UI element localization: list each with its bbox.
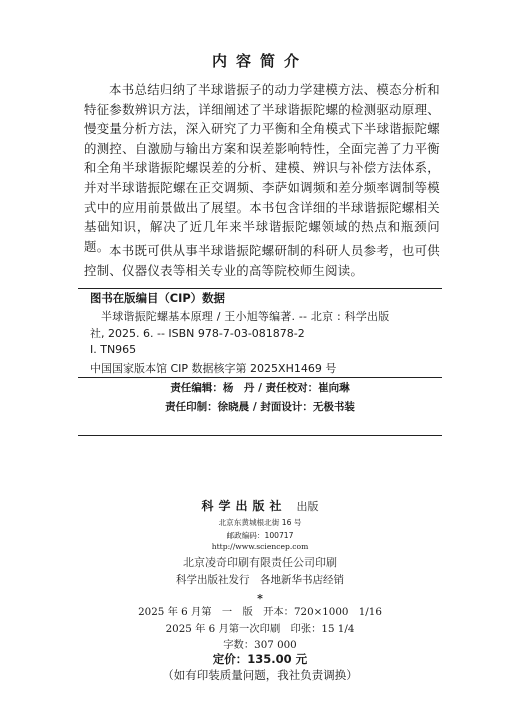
- cip-entry: 半球谐振陀螺基本原理 / 王小旭等编著. -- 北京 : 科学出版: [101, 310, 390, 323]
- cip-number: 中国国家版本馆 CIP 数据核字第 2025XH1469 号: [90, 362, 337, 375]
- production-credits: 责任印制：徐晓晨 / 封面设计：无极书装: [165, 401, 355, 413]
- divider: [78, 435, 442, 436]
- edition-line: 2025 年 6 月第 一 版 开本：720×1000 1/16: [138, 606, 382, 618]
- publisher-name: 科学出版社: [201, 499, 287, 513]
- distribution-line: 科学出版社发行 各地新华书店经销: [176, 574, 344, 586]
- cip-classification: Ⅰ. TN965: [90, 343, 137, 356]
- word-count: 字数：307 000: [223, 639, 297, 651]
- divider: [78, 377, 442, 378]
- publisher-suffix: 出版: [296, 500, 319, 513]
- cip-title: 图书在版编目（CIP）数据: [90, 291, 225, 305]
- divider: [78, 288, 442, 289]
- price: 定价：135.00 元: [212, 652, 308, 666]
- publisher-zip: 邮政编码：100717: [226, 531, 294, 540]
- intro-paragraph: 本书总结归纳了半球谐振子的动力学建模方法、模态分析和特征参数辨识方法，详细阐述了半球谐振陀螺的检测驱动原理、慢变量分析方法，深入研究了力平衡和全角模式下半球谐振陀螺的测控、自激励与输出方案和误差影响特性，全面完善了力平衡和全角半球谐振陀螺误差的分析、建模、辨识与补偿方法体系，并对半球谐振陀螺在正交调频、李萨如调频和差分频率调制等模式中的应用前景做出了展望。本书包含详细的半球谐振陀螺相关基础知识，解决了近几年来半球谐振陀螺领域的热点和瓶颈问题。: [84, 82, 440, 254]
- quality-notice: （如有印装质量问题，我社负责调换）: [162, 668, 358, 682]
- publisher-line: [0, 497, 520, 514]
- cip-isbn: 社, 2025. 6. -- ISBN 978-7-03-081878-2: [90, 327, 305, 340]
- separator-star: *: [257, 592, 263, 605]
- publisher-website: http://www.sciencep.com: [211, 542, 309, 551]
- printing-line: 2025 年 6 月第一次印刷 印张：15 1/4: [165, 623, 355, 635]
- publisher-address: 北京东黄城根北街 16 号: [218, 518, 302, 527]
- intro-title: 内容简介: [211, 52, 308, 70]
- intro-paragraph-audience: 本书既可供从事半球谐振陀螺研制的科研人员参考，也可供控制、仪器仪表等相关专业的高等院校师生阅读。: [84, 243, 440, 278]
- printer-line: 北京凌奇印刷有限责任公司印刷: [183, 556, 337, 569]
- editor-credits: 责任编辑：杨 丹 / 责任校对：崔向琳: [170, 382, 350, 394]
